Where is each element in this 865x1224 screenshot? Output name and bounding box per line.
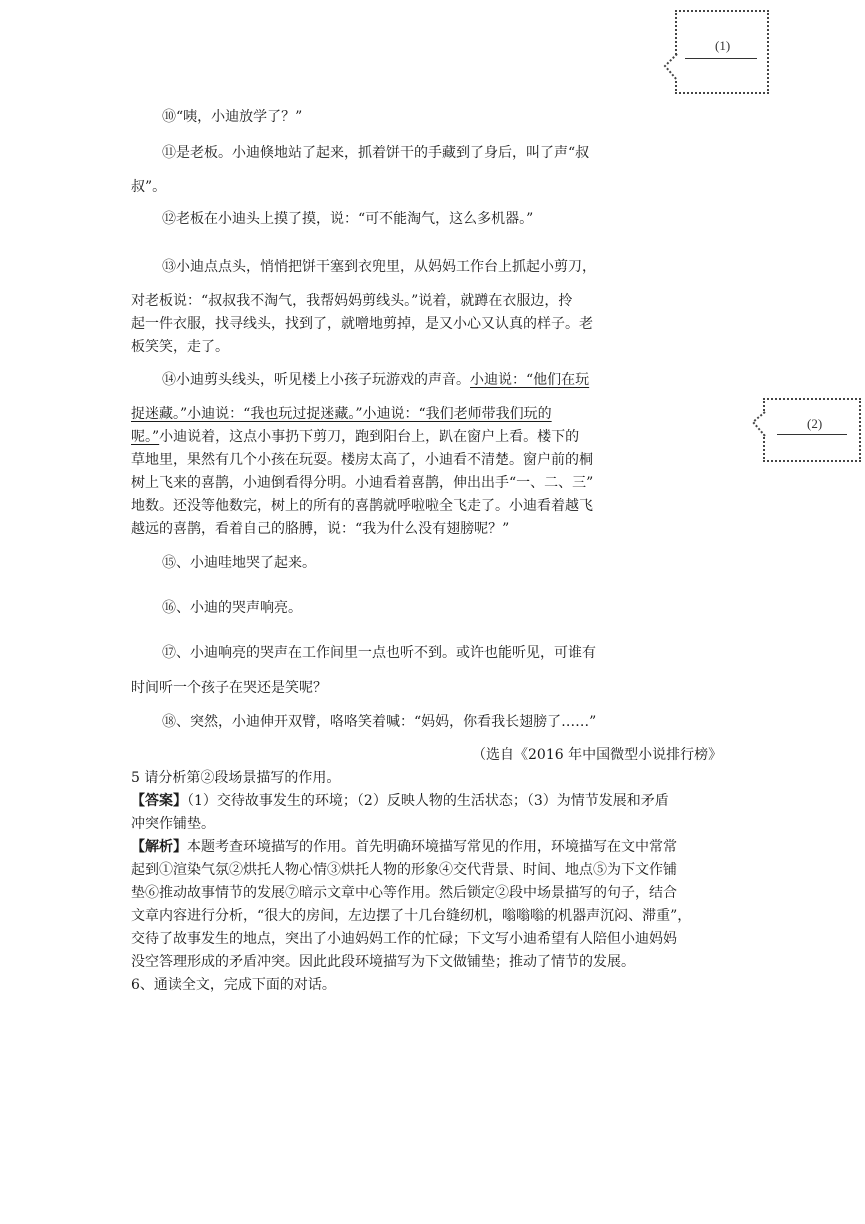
analysis-line-6: 没空答理形成的矛盾冲突。因此此段环境描写为下文做铺垫；推动了情节的发展。: [131, 954, 635, 970]
answer-tag: 【答案】: [131, 793, 187, 809]
margin-note-blank-1: [685, 58, 757, 59]
margin-note-box-2[interactable]: [763, 398, 861, 462]
answer-line-2: 冲突作铺垫。: [131, 816, 215, 832]
paragraph-14-line-5: 树上飞来的喜鹊，小迪倒看得分明。小迪看着喜鹊，伸出出手“一、二、三”: [131, 475, 594, 491]
analysis-line-1: [131, 836, 677, 856]
answer-line-1: [131, 790, 669, 810]
question-6: 6、通读全文，完成下面的对话。: [131, 977, 336, 993]
paragraph-16: ⑯、小迪的哭声响亮。: [162, 600, 302, 616]
paragraph-14-line-3-text: 小迪说着，这点小事扔下剪刀，跑到阳台上，趴在窗户上看。楼下的: [159, 429, 580, 445]
analysis-line-2: 起到①渲染气氛②烘托人物心情③烘托人物的形象④交代背景、时间、地点⑤为下文作铺: [131, 862, 677, 878]
analysis-line-5: 交待了故事发生的地点，突出了小迪妈妈工作的忙碌；下文写小迪希望有人陪但小迪妈妈: [131, 931, 677, 947]
analysis-text-1: 本题考查环境描写的作用。首先明确环境描写常见的作用，环境描写在文中常常: [187, 839, 677, 855]
paragraph-18: ⑱、突然，小迪伸开双臂，咯咯笑着喊：“妈妈，你看我长翅膀了……”: [162, 714, 597, 730]
source-citation: （选自《2016 年中国微型小说排行榜》: [472, 747, 723, 763]
analysis-line-4: 文章内容进行分析，“很大的房间，左边摆了十几台缝纫机，嗡嗡嗡的机器声沉闷、滞重”，: [131, 908, 692, 924]
paragraph-14-line-6: 地数。还没等他数完，树上的所有的喜鹊就呼啦啦全飞走了。小迪看着越飞: [131, 498, 593, 514]
paragraph-15: ⑮、小迪哇地哭了起来。: [162, 555, 316, 571]
paragraph-14-line-2: [131, 403, 552, 423]
paragraph-11-line-2: 叔”。: [131, 179, 167, 195]
paragraph-13-line-4: 板笑笑，走了。: [131, 339, 229, 355]
margin-note-label-1: (1): [715, 38, 731, 53]
answer-text-1: （1）交待故事发生的环境；（2）反映人物的生活状态；（3）为情节发展和矛盾: [187, 793, 669, 809]
paragraph-17-line-2: 时间听一个孩子在哭还是笑呢？: [131, 680, 327, 696]
paragraph-14-line-3: [131, 426, 579, 446]
margin-note-tail-1: [663, 52, 679, 82]
analysis-tag: 【解析】: [131, 839, 187, 855]
paragraph-14-line-7: 越远的喜鹊，看着自己的胳膊，说：“我为什么没有翅膀呢？”: [131, 521, 510, 537]
paragraph-14-underlined-1: 小迪说：“他们在玩: [470, 372, 590, 388]
analysis-line-3: 垫⑥推动故事情节的发展⑦暗示文章中心等作用。然后锁定②段中场景描写的句子，结合: [131, 885, 677, 901]
paragraph-10: ⑩“咦，小迪放学了？”: [162, 109, 303, 125]
paragraph-13-line-3: 起一件衣服，找寻线头，找到了，就噌地剪掉，是又小心又认真的样子。老: [131, 316, 593, 332]
paragraph-13-line-1: ⑬小迪点点头，悄悄把饼干塞到衣兜里，从妈妈工作台上抓起小剪刀，: [162, 259, 596, 275]
question-5: 5 请分析第②段场景描写的作用。: [131, 770, 341, 786]
paragraph-14-line-4: 草地里，果然有几个小孩在玩耍。楼房太高了，小迪看不清楚。窗户前的桐: [131, 452, 593, 468]
margin-note-tail-2: [751, 410, 767, 438]
paragraph-12: ⑫老板在小迪头上摸了摸，说：“可不能淘气，这么多机器。”: [162, 211, 534, 227]
paragraph-11-line-1: ⑪是老板。小迪倏地站了起来，抓着饼干的手藏到了身后，叫了声“叔: [162, 145, 590, 161]
paragraph-13-line-2: 对老板说：“叔叔我不淘气，我帮妈妈剪线头。”说着，就蹲在衣服边，拎: [131, 293, 573, 309]
paragraph-17-line-1: ⑰、小迪响亮的哭声在工作间里一点也听不到。或许也能听见，可谁有: [162, 645, 596, 661]
margin-note-box-1[interactable]: [675, 10, 769, 94]
paragraph-14-underlined-3: 呢。”: [131, 429, 160, 445]
margin-note-blank-2: [777, 434, 847, 435]
paragraph-14-line-1: [162, 369, 589, 389]
paragraph-14-line-1-text: ⑭小迪剪头线头，听见楼上小孩子玩游戏的声音。: [162, 372, 470, 388]
margin-note-label-2: (2): [807, 416, 823, 431]
paragraph-14-underlined-2: 捉迷藏。”小迪说：“我也玩过捉迷藏。”小迪说：“我们老师带我们玩的: [131, 406, 552, 422]
